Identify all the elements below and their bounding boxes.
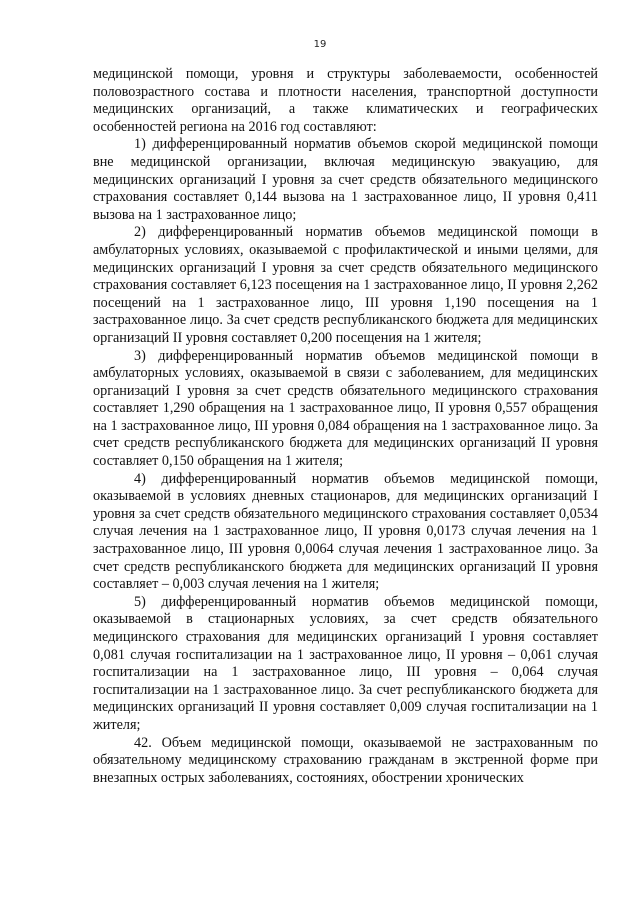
paragraph-item-3-outpatient-disease: 3) дифференцированный норматив объемов медицинской помощи в амбулаторных условиях, оказываемой в связи с заболеванием, для медицинских организаций I уровня за счет средств обязательного медицинского страхования составляет 1,290 обращения на 1 застрахованное лицо, II уровня 0,557 обращения на 1 застрахованное лицо, III уровня 0,084 обращения на 1 застрахованное лицо. За счет средств республиканского бюджета для медицинских организаций II уровня составляет 0,150 обращения на 1 жителя; — [93, 347, 598, 470]
paragraph-item-5-inpatient: 5) дифференцированный норматив объемов медицинской помощи, оказываемой в стационарных условиях, за счет средств обязательного медицинского страхования для медицинских организаций I уровня составляет 0,081 случая госпитализации на 1 застрахованное лицо, II уровня – 0,061 случая госпитализации на 1 застрахованное лицо, III уровня – 0,064 случая госпитализации на 1 застрахованное лицо. За счет республиканского бюджета для медицинских организаций II уровня составляет 0,009 случая госпитализации на 1 жителя; — [93, 593, 598, 733]
paragraph-item-1-ambulance: 1) дифференцированный норматив объемов скорой медицинской помощи вне медицинской организации, включая медицинскую эвакуацию, для медицинских организаций I уровня за счет средств обязательного медицинского страхования составляет 0,144 вызова на 1 застрахованное лицо, II уровня 0,411 вызова на 1 застрахованное лицо; — [93, 136, 598, 223]
paragraph-item-2-outpatient-preventive: 2) дифференцированный норматив объемов медицинской помощи в амбулаторных условиях, оказываемой с профилактической и иными целями, для медицинских организаций I уровня за счет средств обязательного медицинского страхования составляет 6,123 посещения на 1 застрахованное лицо, II уровня 2,262 посещений на 1 застрахованное лицо, III уровня 1,190 посещения на 1 застрахованное лицо. За счет средств республиканского бюджета для медицинских организаций II уровня составляет 0,200 посещения на 1 жителя; — [93, 224, 598, 346]
paragraph-section-42: 42. Объем медицинской помощи, оказываемой не застрахованным по обязательному медицинскому страхованию гражданам в экстренной форме при внезапных острых заболеваниях, состояниях, обострении хронических — [93, 734, 598, 786]
paragraph-intro-continuation: медицинской помощи, уровня и структуры заболеваемости, особенностей половозрастного состава и плотности населения, транспортной доступности медицинских организаций, а также климатических и географических особенностей региона на 2016 год составляют: — [93, 66, 598, 135]
document-body — [93, 66, 598, 787]
page-number: 19 — [313, 39, 327, 50]
paragraph-item-4-day-hospital: 4) дифференцированный норматив объемов медицинской помощи, оказываемой в условиях дневных стационаров, для медицинских организаций I уровня за счет средств обязательного медицинского страхования составляет 0,0534 случая лечения на 1 застрахованное лицо, II уровня 0,0173 случая лечения на 1 застрахованное лицо, III уровня 0,0064 случая лечения 1 застрахованное лицо. За счет средств республиканского бюджета для медицинских организаций II уровня составляет – 0,003 случая лечения на 1 жителя; — [93, 470, 598, 593]
